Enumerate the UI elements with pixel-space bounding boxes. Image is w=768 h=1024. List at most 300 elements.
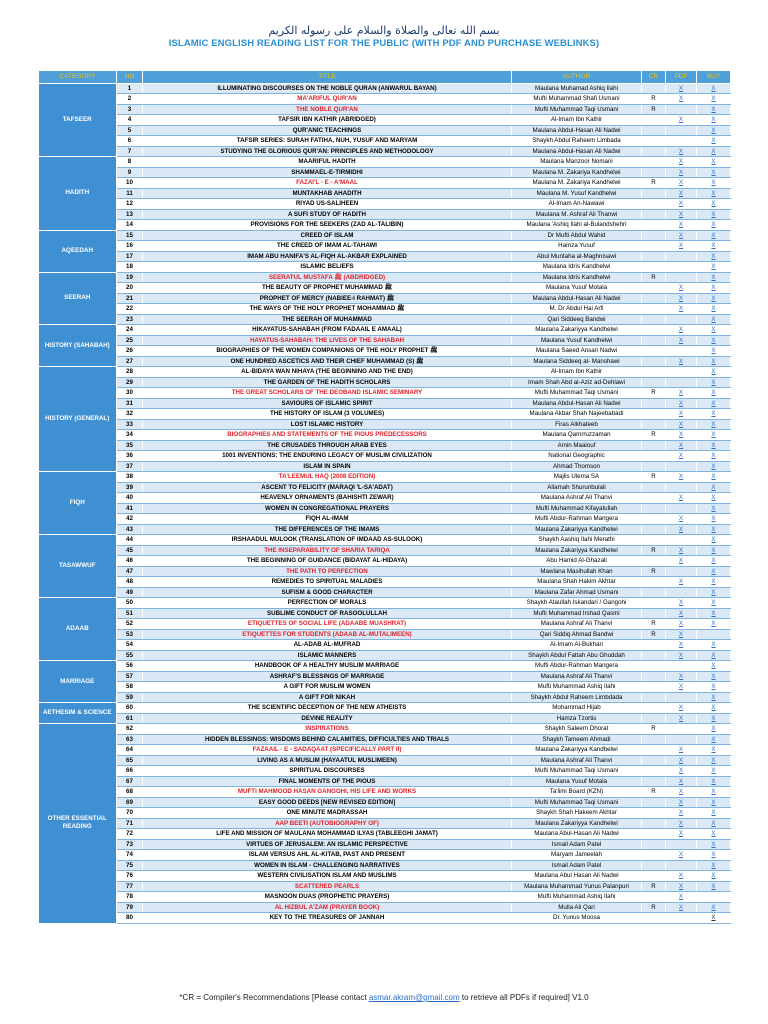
table-row: [39, 451, 731, 462]
buy-link[interactable]: X: [697, 283, 731, 294]
cr-mark: R: [642, 629, 666, 640]
buy-link[interactable]: X: [697, 755, 731, 766]
buy-link[interactable]: X: [697, 734, 731, 745]
buy-link[interactable]: X: [697, 650, 731, 661]
buy-link[interactable]: X: [697, 850, 731, 861]
buy-link[interactable]: X: [697, 304, 731, 315]
pdf-link[interactable]: X: [666, 818, 697, 829]
cr-mark: [642, 839, 666, 850]
pdf-link: [666, 661, 697, 672]
table-body: [39, 83, 731, 923]
cr-mark: [642, 115, 666, 126]
book-number: 6: [117, 136, 143, 147]
cr-mark: R: [642, 619, 666, 630]
pdf-link[interactable]: X: [666, 440, 697, 451]
cr-mark: [642, 892, 666, 903]
table-row: [39, 241, 731, 252]
book-title: THE HISTORY OF ISLAM (3 VOLUMES): [143, 409, 512, 420]
buy-link[interactable]: X: [697, 829, 731, 840]
buy-link[interactable]: X: [697, 661, 731, 672]
table-row: [39, 598, 731, 609]
buy-link[interactable]: X: [697, 692, 731, 703]
buy-link[interactable]: X: [697, 356, 731, 367]
pdf-link[interactable]: X: [666, 640, 697, 651]
pdf-link[interactable]: X: [666, 850, 697, 861]
pdf-link[interactable]: X: [666, 419, 697, 430]
book-author: Maulana Muhamad Ashiq Ilahi: [512, 83, 642, 94]
book-title: IRSHAADUL MULOOK (TRANSLATION OF IMDAAD AS-SULOOK): [143, 535, 512, 546]
book-number: 44: [117, 535, 143, 546]
buy-link[interactable]: X: [697, 745, 731, 756]
book-number: 5: [117, 125, 143, 136]
pdf-link[interactable]: X: [666, 472, 697, 483]
cr-mark: [642, 671, 666, 682]
buy-link[interactable]: X: [697, 136, 731, 147]
buy-link[interactable]: X: [697, 178, 731, 189]
book-author: Maulana Yusuf Motala: [512, 776, 642, 787]
pdf-link[interactable]: X: [666, 94, 697, 105]
cr-mark: [642, 829, 666, 840]
cr-mark: R: [642, 881, 666, 892]
cr-mark: [642, 314, 666, 325]
book-number: 63: [117, 734, 143, 745]
pdf-link[interactable]: X: [666, 703, 697, 714]
book-title: A SUFI STUDY OF HADITH: [143, 209, 512, 220]
table-row: [39, 671, 731, 682]
book-author: Maulana Manzoor Nomani: [512, 157, 642, 168]
footer-prefix: *CR = Compiler's Recommendations [Please contact: [179, 993, 369, 1002]
cr-mark: [642, 136, 666, 147]
cr-mark: [642, 535, 666, 546]
table-row: [39, 556, 731, 567]
buy-link[interactable]: X: [697, 493, 731, 504]
cr-mark: [642, 482, 666, 493]
book-author: Maulana Abdul-Hasan Ali Nadwi: [512, 398, 642, 409]
pdf-link[interactable]: X: [666, 451, 697, 462]
table-row: [39, 839, 731, 850]
table-row: [39, 472, 731, 483]
buy-link[interactable]: X: [697, 451, 731, 462]
table-row: [39, 818, 731, 829]
buy-link[interactable]: X: [697, 346, 731, 357]
table-row: [39, 157, 731, 168]
book-title: FINAL MOMENTS OF THE PIOUS: [143, 776, 512, 787]
book-title: PROVISIONS FOR THE SEEKERS (ZAD AL-TALIBIN): [143, 220, 512, 231]
book-author: Ismail Adam Patel: [512, 839, 642, 850]
pdf-link[interactable]: X: [666, 524, 697, 535]
book-title: ISLAMIC BELIEFS: [143, 262, 512, 273]
table-row: [39, 587, 731, 598]
book-number: 41: [117, 503, 143, 514]
buy-link[interactable]: X: [697, 619, 731, 630]
buy-link[interactable]: X: [697, 818, 731, 829]
table-row: [39, 199, 731, 210]
buy-link[interactable]: X: [697, 398, 731, 409]
book-author: Maulana M. Zakariya Kandhelwi: [512, 167, 642, 178]
book-title: SUFISM & GOOD CHARACTER: [143, 587, 512, 598]
buy-link[interactable]: X: [697, 545, 731, 556]
pdf-link[interactable]: X: [666, 682, 697, 693]
contact-email-link[interactable]: asmar.akram@gmail.com: [368, 993, 460, 1002]
buy-link[interactable]: X: [697, 104, 731, 115]
book-author: Shaykh Tameem Ahmadi: [512, 734, 642, 745]
buy-link[interactable]: X: [697, 83, 731, 94]
table-row: [39, 283, 731, 294]
book-title: THE NOBLE QUR'AN: [143, 104, 512, 115]
buy-link[interactable]: X: [697, 703, 731, 714]
pdf-link: [666, 262, 697, 273]
pdf-link[interactable]: X: [666, 209, 697, 220]
buy-link[interactable]: X: [697, 902, 731, 913]
table-row: [39, 703, 731, 714]
pdf-link[interactable]: X: [666, 871, 697, 882]
table-row: [39, 892, 731, 903]
book-title: THE WAYS OF THE HOLY PROPHET MOHAMMAD ﷺ: [143, 304, 512, 315]
buy-link[interactable]: X: [697, 577, 731, 588]
book-title: THE SEERAH OF MUHAMMAD: [143, 314, 512, 325]
pdf-link[interactable]: X: [666, 188, 697, 199]
buy-link[interactable]: X: [697, 188, 731, 199]
book-number: 25: [117, 335, 143, 346]
pdf-link[interactable]: X: [666, 745, 697, 756]
buy-link[interactable]: X: [697, 860, 731, 871]
cr-mark: [642, 199, 666, 210]
book-title: AL HIZBUL A'ZAM (PRAYER BOOK): [143, 902, 512, 913]
book-title: FAZAAIL - E - SADAQAAT (SPECIFICALLY PART II): [143, 745, 512, 756]
buy-link[interactable]: X: [697, 556, 731, 567]
buy-link[interactable]: X: [697, 94, 731, 105]
book-number: 47: [117, 566, 143, 577]
buy-link[interactable]: X: [697, 797, 731, 808]
pdf-link[interactable]: X: [666, 650, 697, 661]
buy-link[interactable]: X: [697, 587, 731, 598]
pdf-link: [666, 503, 697, 514]
buy-link[interactable]: X: [697, 325, 731, 336]
cr-mark: [642, 125, 666, 136]
pdf-link: [666, 461, 697, 472]
table-row: [39, 325, 731, 336]
book-title: LIFE AND MISSION OF MAULANA MOHAMMAD ILYAS (TABLEEGHI JAMAT): [143, 829, 512, 840]
pdf-link[interactable]: X: [666, 892, 697, 903]
cr-mark: R: [642, 104, 666, 115]
pdf-link[interactable]: X: [666, 220, 697, 231]
cr-mark: R: [642, 94, 666, 105]
cr-mark: [642, 419, 666, 430]
book-number: 53: [117, 629, 143, 640]
buy-link[interactable]: X: [697, 293, 731, 304]
cr-mark: [642, 703, 666, 714]
book-title: ETIQUETTES OF SOCIAL LIFE (ADAABE MUASHRAT): [143, 619, 512, 630]
pdf-link[interactable]: X: [666, 787, 697, 798]
pdf-link[interactable]: X: [666, 493, 697, 504]
pdf-link[interactable]: X: [666, 608, 697, 619]
pdf-link[interactable]: X: [666, 713, 697, 724]
pdf-link: [666, 535, 697, 546]
book-title: THE BEAUTY OF PROPHET MUHAMMAD ﷺ: [143, 283, 512, 294]
pdf-link[interactable]: X: [666, 545, 697, 556]
buy-link[interactable]: X: [697, 461, 731, 472]
book-author: Maulana Shah Hakim Akhtar: [512, 577, 642, 588]
book-number: 67: [117, 776, 143, 787]
buy-link[interactable]: X: [697, 335, 731, 346]
pdf-link: [666, 314, 697, 325]
book-number: 70: [117, 808, 143, 819]
category-cell: HISTORY (GENERAL): [39, 367, 117, 472]
cr-mark: [642, 797, 666, 808]
buy-link[interactable]: X: [697, 220, 731, 231]
buy-link[interactable]: X: [697, 409, 731, 420]
buy-link[interactable]: X: [697, 881, 731, 892]
book-author: Maulana Ashraf Ali Thanvi: [512, 493, 642, 504]
pdf-link[interactable]: X: [666, 304, 697, 315]
column-header-author: AUTHOR: [512, 71, 642, 84]
pdf-link[interactable]: X: [666, 556, 697, 567]
pdf-link: [666, 692, 697, 703]
buy-link[interactable]: X: [697, 157, 731, 168]
pdf-link[interactable]: X: [666, 577, 697, 588]
book-author: Dr. Yunus Moosa: [512, 913, 642, 924]
book-number: 16: [117, 241, 143, 252]
buy-link[interactable]: X: [697, 125, 731, 136]
buy-link[interactable]: X: [697, 209, 731, 220]
pdf-link[interactable]: X: [666, 766, 697, 777]
buy-link[interactable]: X: [697, 535, 731, 546]
book-number: 66: [117, 766, 143, 777]
book-author: Maulana Yusuf Motala: [512, 283, 642, 294]
pdf-link[interactable]: X: [666, 619, 697, 630]
book-author: Shaykh Abdul Fattah Abu Ghuddah: [512, 650, 642, 661]
buy-link[interactable]: X: [697, 839, 731, 850]
book-title: SEERATUL MUSTAFA ﷺ (ABDRIDGED): [143, 272, 512, 283]
buy-link[interactable]: X: [697, 808, 731, 819]
buy-link[interactable]: X: [697, 230, 731, 241]
pdf-link[interactable]: X: [666, 755, 697, 766]
buy-link[interactable]: X: [697, 419, 731, 430]
pdf-link[interactable]: X: [666, 293, 697, 304]
cr-mark: R: [642, 178, 666, 189]
cr-mark: [642, 850, 666, 861]
book-number: 72: [117, 829, 143, 840]
book-number: 21: [117, 293, 143, 304]
pdf-link[interactable]: X: [666, 902, 697, 913]
pdf-link[interactable]: X: [666, 356, 697, 367]
book-author: Ta'limi Board (KZN): [512, 787, 642, 798]
book-author: Hamza Yusuf: [512, 241, 642, 252]
buy-link[interactable]: X: [697, 871, 731, 882]
book-title: THE GREAT SCHOLARS OF THE DEOBAND ISLAMIC SEMINARY: [143, 388, 512, 399]
buy-link[interactable]: X: [697, 367, 731, 378]
cr-mark: [642, 188, 666, 199]
book-title: THE PATH TO PERFECTION: [143, 566, 512, 577]
category-cell: AQEEDAH: [39, 230, 117, 272]
cr-mark: [642, 860, 666, 871]
pdf-link[interactable]: X: [666, 398, 697, 409]
pdf-link[interactable]: X: [666, 598, 697, 609]
cr-mark: [642, 220, 666, 231]
table-row: [39, 902, 731, 913]
book-author: Mulla Ali Qari: [512, 902, 642, 913]
book-author: Majlis Ulema SA: [512, 472, 642, 483]
table-row: [39, 535, 731, 546]
book-number: 32: [117, 409, 143, 420]
buy-link[interactable]: X: [697, 640, 731, 651]
pdf-link[interactable]: X: [666, 199, 697, 210]
book-title: ONE HUNDRED ASCETICS AND THEIR CHIEF MUHAMMAD (S) ﷺ: [143, 356, 512, 367]
buy-link[interactable]: X: [697, 713, 731, 724]
buy-link[interactable]: X: [697, 314, 731, 325]
buy-link[interactable]: X: [697, 671, 731, 682]
book-number: 39: [117, 482, 143, 493]
book-title: SUBLIME CONDUCT OF RASOOLULLAH: [143, 608, 512, 619]
cr-mark: [642, 766, 666, 777]
book-number: 1: [117, 83, 143, 94]
book-number: 80: [117, 913, 143, 924]
buy-link[interactable]: X: [697, 682, 731, 693]
buy-link[interactable]: X: [697, 787, 731, 798]
pdf-link: [666, 251, 697, 262]
pdf-link[interactable]: X: [666, 829, 697, 840]
pdf-link[interactable]: X: [666, 325, 697, 336]
book-author: Maulana 'Ashiq Ilahi al-Bulandshehri: [512, 220, 642, 231]
buy-link[interactable]: X: [697, 146, 731, 157]
pdf-link[interactable]: X: [666, 157, 697, 168]
table-row: [39, 461, 731, 472]
pdf-link[interactable]: X: [666, 671, 697, 682]
buy-link[interactable]: X: [697, 776, 731, 787]
table-row: [39, 755, 731, 766]
book-number: 75: [117, 860, 143, 871]
pdf-link[interactable]: X: [666, 335, 697, 346]
buy-link[interactable]: X: [697, 503, 731, 514]
book-number: 12: [117, 199, 143, 210]
book-number: 35: [117, 440, 143, 451]
category-cell: AETHESIM & SCIENCE: [39, 703, 117, 724]
book-number: 46: [117, 556, 143, 567]
buy-link[interactable]: X: [697, 251, 731, 262]
pdf-link[interactable]: X: [666, 178, 697, 189]
buy-link[interactable]: X: [697, 724, 731, 735]
pdf-link[interactable]: X: [666, 797, 697, 808]
book-number: 79: [117, 902, 143, 913]
buy-link[interactable]: X: [697, 167, 731, 178]
pdf-link[interactable]: X: [666, 808, 697, 819]
cr-mark: [642, 640, 666, 651]
book-author: Al-Imam Ibn Kathir: [512, 115, 642, 126]
table-row: [39, 178, 731, 189]
book-number: 57: [117, 671, 143, 682]
book-author: Mufti Abdur-Rahman Mangera: [512, 514, 642, 525]
table-row: [39, 797, 731, 808]
book-number: 74: [117, 850, 143, 861]
book-number: 10: [117, 178, 143, 189]
book-author: Maulana M. Zakariya Kandhelwi: [512, 178, 642, 189]
book-author: M. Dr Abdul Hai Arfi: [512, 304, 642, 315]
cr-mark: [642, 514, 666, 525]
cr-mark: [642, 871, 666, 882]
table-row: [39, 724, 731, 735]
cr-mark: [642, 503, 666, 514]
book-author: Maulana Ashraf Ali Thanvi: [512, 619, 642, 630]
pdf-link[interactable]: X: [666, 629, 697, 640]
buy-link[interactable]: X: [697, 514, 731, 525]
buy-link[interactable]: X: [697, 262, 731, 273]
cr-mark: [642, 325, 666, 336]
buy-link[interactable]: X: [697, 766, 731, 777]
pdf-link[interactable]: X: [666, 83, 697, 94]
pdf-link[interactable]: X: [666, 776, 697, 787]
book-number: 50: [117, 598, 143, 609]
buy-link[interactable]: X: [697, 241, 731, 252]
table-header-row: [39, 71, 731, 84]
book-author: Maulana Yusuf Kandhelwi: [512, 335, 642, 346]
buy-link[interactable]: X: [697, 440, 731, 451]
table-row: [39, 776, 731, 787]
book-author: Mufti Muhammad Taqi Usmani: [512, 766, 642, 777]
book-title: ASHRAF'S BLESSINGS OF MARRIAGE: [143, 671, 512, 682]
book-title: HANDBOOK OF A HEALTHY MUSLIM MARRIAGE: [143, 661, 512, 672]
buy-link[interactable]: X: [697, 388, 731, 399]
book-title: HAYATUS-SAHABAH: THE LIVES OF THE SAHABAH: [143, 335, 512, 346]
book-number: 19: [117, 272, 143, 283]
pdf-link[interactable]: X: [666, 283, 697, 294]
pdf-link[interactable]: X: [666, 430, 697, 441]
column-header-category: CATEGORY: [39, 71, 117, 84]
buy-link[interactable]: X: [697, 913, 731, 924]
table-row: [39, 146, 731, 157]
buy-link[interactable]: X: [697, 608, 731, 619]
buy-link[interactable]: X: [697, 115, 731, 126]
table-row: [39, 881, 731, 892]
buy-link[interactable]: X: [697, 199, 731, 210]
pdf-link[interactable]: X: [666, 146, 697, 157]
buy-link[interactable]: X: [697, 472, 731, 483]
pdf-link: [666, 125, 697, 136]
book-author: Mawlana Masihullah Khan: [512, 566, 642, 577]
buy-link[interactable]: X: [697, 430, 731, 441]
table-row: [39, 871, 731, 882]
cr-mark: R: [642, 430, 666, 441]
book-author: Maulana Ashraf Ali Thanvi: [512, 671, 642, 682]
pdf-link[interactable]: X: [666, 388, 697, 399]
book-number: 62: [117, 724, 143, 735]
buy-link[interactable]: X: [697, 566, 731, 577]
buy-link[interactable]: X: [697, 482, 731, 493]
pdf-link[interactable]: X: [666, 881, 697, 892]
book-number: 51: [117, 608, 143, 619]
table-row: [39, 209, 731, 220]
book-title: PERFECTION OF MORALS: [143, 598, 512, 609]
pdf-link[interactable]: X: [666, 115, 697, 126]
pdf-link[interactable]: X: [666, 230, 697, 241]
pdf-link[interactable]: X: [666, 241, 697, 252]
book-number: 7: [117, 146, 143, 157]
book-title: SCATTERED PEARLS: [143, 881, 512, 892]
cr-mark: [642, 377, 666, 388]
buy-link[interactable]: X: [697, 524, 731, 535]
book-author: Abul Muntaha al-Maghnisawi: [512, 251, 642, 262]
cr-mark: R: [642, 272, 666, 283]
buy-link[interactable]: X: [697, 272, 731, 283]
book-author: Maulana Idris Kandhelwi: [512, 272, 642, 283]
buy-link[interactable]: X: [697, 377, 731, 388]
book-author: Maulana Abdul-Hasan Ali Nadwi: [512, 293, 642, 304]
cr-mark: [642, 335, 666, 346]
pdf-link[interactable]: X: [666, 409, 697, 420]
pdf-link[interactable]: X: [666, 514, 697, 525]
pdf-link[interactable]: X: [666, 167, 697, 178]
buy-link[interactable]: X: [697, 598, 731, 609]
table-row: [39, 346, 731, 357]
